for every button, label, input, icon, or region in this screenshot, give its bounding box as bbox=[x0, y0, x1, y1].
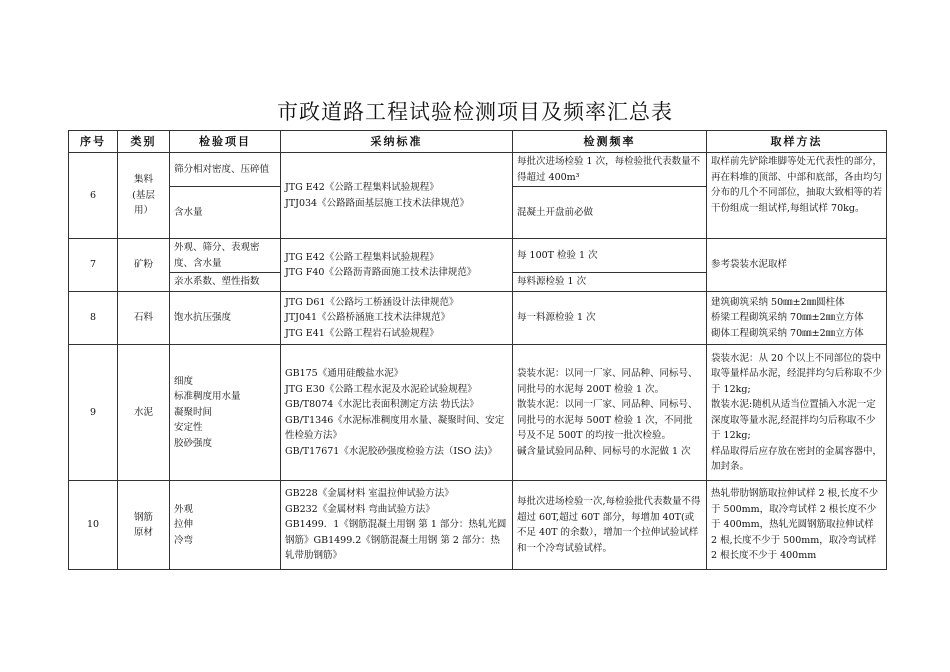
row-frequency: 每一料源检验 1 次 bbox=[513, 292, 707, 345]
table-row bbox=[69, 292, 887, 345]
row-standard: JTG E42《公路工程集料试验规程》 JTG F40《公路沥青路面施工技术法律规范》 bbox=[281, 239, 513, 292]
row-sampling: 袋装水泥：从 20 个以上不同部位的袋中取等量样品水泥，经混拌均匀后称取不少于 12kg; 散装水泥:随机从适当位置插入水泥一定深度取等量水泥,经混拌均匀后称取不少于 12kg; 样品取得后应存放在密封的金属容器中，加封条。 bbox=[707, 345, 887, 481]
row-category: 钢筋 原材 bbox=[118, 481, 170, 570]
row-no: 9 bbox=[69, 345, 118, 481]
header-sampling: 取样方法 bbox=[707, 131, 887, 153]
table-row bbox=[69, 481, 887, 570]
row-item: 亲水系数、塑性指数 bbox=[170, 273, 281, 292]
row-category: 集料 (基层 用） bbox=[118, 153, 170, 239]
header-category: 类别 bbox=[118, 131, 170, 153]
row-item: 细度 标准稠度用水量 凝聚时间 安定性 胶砂强度 bbox=[170, 345, 281, 481]
row-no: 7 bbox=[69, 239, 118, 292]
header-item: 检验项目 bbox=[170, 131, 281, 153]
table-row bbox=[69, 345, 887, 481]
row-frequency: 每批次进场检验一次,每检验批代表数量不得超过 60T,超过 60T 部分，每增加 40T(或不足 40T 的余数），增加一个拉伸试验试样和一个冷弯试验试样。 bbox=[513, 481, 707, 570]
row-item: 饱水抗压强度 bbox=[170, 292, 281, 345]
row-frequency: 袋装水泥：以同一厂家、同品种、同标号、同批号的水泥每 200T 检验 1 次。 散装水泥：以同一厂家、同品种、同标号、同批号的水泥每 500T 检验 1 次，不同批号及不足 500T 的均按一批次检验。 碱含量试验同品种、同标号的水泥做 1 次 bbox=[513, 345, 707, 481]
row-item: 外观、筛分、表观密度、含水量 bbox=[170, 239, 281, 273]
page-title: 市政道路工程试验检测项目及频率汇总表 bbox=[277, 100, 673, 124]
header-standard: 采纳标准 bbox=[281, 131, 513, 153]
row-frequency: 每批次进场检验 1 次，每检验批代表数量不得超过 400m³ bbox=[513, 153, 707, 187]
table-row bbox=[69, 239, 887, 273]
inspection-table bbox=[68, 130, 887, 570]
row-standard: GB175《通用硅酸盐水泥》 JTG E30《公路工程水泥及水泥砼试验规程》 GB/T8074《水泥比表面积测定方法 勃氏法》 GB/T1346《水泥标准稠度用水量、凝聚时间、安定性检验方法》 GB/T17671《水泥胶砂强度检验方法（ISO 法)》 bbox=[281, 345, 513, 481]
row-category: 石料 bbox=[118, 292, 170, 345]
row-frequency: 每料源检验 1 次 bbox=[513, 273, 707, 292]
row-item: 外观 拉伸 冷弯 bbox=[170, 481, 281, 570]
row-item: 筛分相对密度、压碎值 bbox=[170, 153, 281, 187]
row-no: 10 bbox=[69, 481, 118, 570]
row-frequency: 每 100T 检验 1 次 bbox=[513, 239, 707, 273]
row-item: 含水量 bbox=[170, 187, 281, 239]
row-standard: JTG E42《公路工程集料试验规程》 JTJ034《公路路面基层施工技术法律规范》 bbox=[281, 153, 513, 239]
row-standard: GB228《金属材料 室温拉伸试验方法》 GB232《金属材料 弯曲试验方法》 GB1499．1《钢筋混凝土用钢 第 1 部分：热轧光圆钢筋》GB1499.2《钢筋混凝土用钢 第 2 部分：热轧带肋钢筋》 bbox=[281, 481, 513, 570]
row-frequency: 混凝土开盘前必做 bbox=[513, 187, 707, 239]
row-no: 8 bbox=[69, 292, 118, 345]
row-sampling: 取样前先铲除堆脚等处无代表性的部分，再在料堆的顶部、中部和底部，各由均匀分布的几个不同部位，抽取大致相等的若干份组成一组试样,每组试样 70kg。 bbox=[707, 153, 887, 239]
row-sampling: 参考袋装水泥取样 bbox=[707, 239, 887, 292]
row-sampling: 热轧带肋钢筋取拉伸试样 2 根,长度不少于 500mm，取冷弯试样 2 根长度不少于 400mm，热轧光圆钢筋取拉伸试样 2 根,长度不少于 500mm，取冷弯试样 2 根长度不少于 400mm bbox=[707, 481, 887, 570]
row-category: 水泥 bbox=[118, 345, 170, 481]
row-standard: JTG D61《公路圬工桥涵设计法律规范》 JTJ041《公路桥涵施工技术法律规范》 JTG E41《公路工程岩石试验规程》 bbox=[281, 292, 513, 345]
header-row bbox=[69, 131, 887, 153]
table-row bbox=[69, 153, 887, 187]
row-no: 6 bbox=[69, 153, 118, 239]
header-no: 序号 bbox=[69, 131, 118, 153]
row-category: 矿粉 bbox=[118, 239, 170, 292]
header-frequency: 检测频率 bbox=[513, 131, 707, 153]
row-sampling: 建筑砌筑采纳 50㎜±2㎜圆柱体 桥梁工程砌筑采纳 70㎜±2㎜立方体 砌体工程砌筑采纳 70㎜±2㎜立方体 bbox=[707, 292, 887, 345]
